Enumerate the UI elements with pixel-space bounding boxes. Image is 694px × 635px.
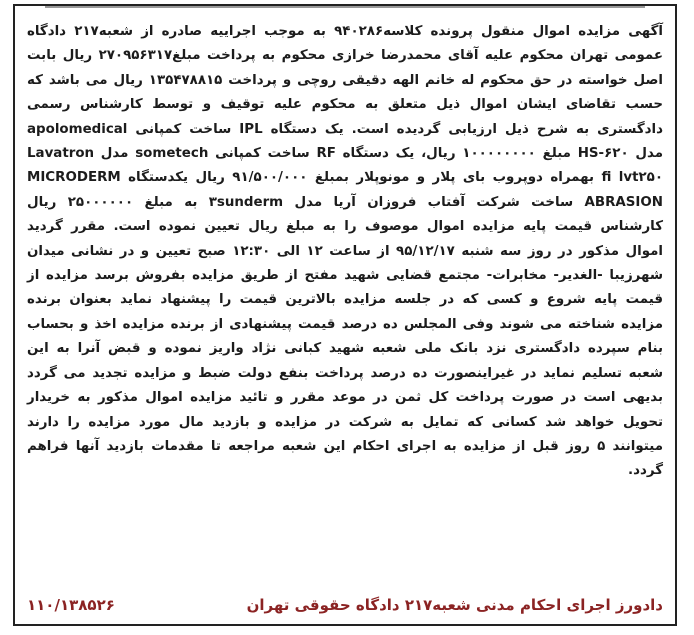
footer-signature: دادورز اجرای احکام مدنی شعبه۲۱۷ دادگاه حقوقی تهران xyxy=(246,596,663,614)
top-edge-divider xyxy=(45,6,645,8)
notice-footer xyxy=(27,592,663,618)
footer-reference-number: ۱۱۰/۱۳۸۵۲۶ xyxy=(27,596,115,614)
notice-body-text: آگهی مزایده اموال منقول پرونده کلاسه۹۴۰۲۸۶ به موجب اجراییه صادره از شعبه۲۱۷ دادگاه عمومی تهران محکوم علیه آقای محمدرضا خرازی محکوم به پرداخت مبلغ۲۷۰۹۵۶۳۱۷ ریال بابت اصل خواسته در حق محکوم له خانم الهه دقیقی روچی و پرداخت ۱۳۵۴۷۸۸۱۵ ریال می باشد که حسب تقاضای ایشان اموال ذیل متعلق به محکوم علیه توقیف و توسط کارشناس رسمی دادگستری به شرح ذیل ارزیابی گردیده است. یک دستگاه IPL ساخت کمپانی apolomedical مدل HS-۶۲۰ مبلغ ۱۰۰۰۰۰۰۰۰ ریال، یک دستگاه RF ساخت کمپانی sometech مدل Lavatron fi lvt۲۵۰ بهمراه دوپروب بای پلار و مونوپلار بمبلغ ۹۱/۵۰۰/۰۰۰ ریال یکدستگاه MICRODERM ABRASION ساخت شرکت آفتاب فروزان آریا مدل ۳sunderm به مبلغ ۲۵۰۰۰۰۰۰ ریال کارشناس قیمت پایه مزایده اموال موصوف را به مبلغ ریال تعیین نموده است. مقرر گردید اموال مذکور در روز سه شنبه ۹۵/۱۲/۱۷ از ساعت ۱۲ الی ۱۲:۳۰ صبح تعیین و در نشانی میدان شهرزیبا -الغدیر- مخابرات- مجتمع قضایی شهید مفتح از طریق مزایده بفروش برسد مزایده از قیمت پایه شروع و کسی که در جلسه مزایده بالاترین قیمت را پیشنهاد نماید بعنوان برنده مزایده شناخته می شوند وفی المجلس ده درصد قیمت پیشنهادی از برنده مزایده اخذ و بحساب بنام سپرده دادگستری نزد بانک ملی شعبه شهید کبانی نژاد واریز نموده و قبض آنرا به این شعبه تسلیم نماید در غیراینصورت ده درصد پرداخت بنفع دولت ضبط و مزایده تجدید می گردد بدیهی است در صورت پرداخت کل ثمن در موعد مقرر و تائید مزایده اموال مذکور به خریدار تحویل خواهد شد کسانی که تمایل به شرکت در مزایده و بازدید مال مورد مزایده را دارند میتوانند ۵ روز قبل از مزایده به اجرای احکام این شعبه مراجعه تا مقدمات بازدید آنها فراهم گردد. xyxy=(27,24,664,479)
notice-frame xyxy=(13,4,677,626)
